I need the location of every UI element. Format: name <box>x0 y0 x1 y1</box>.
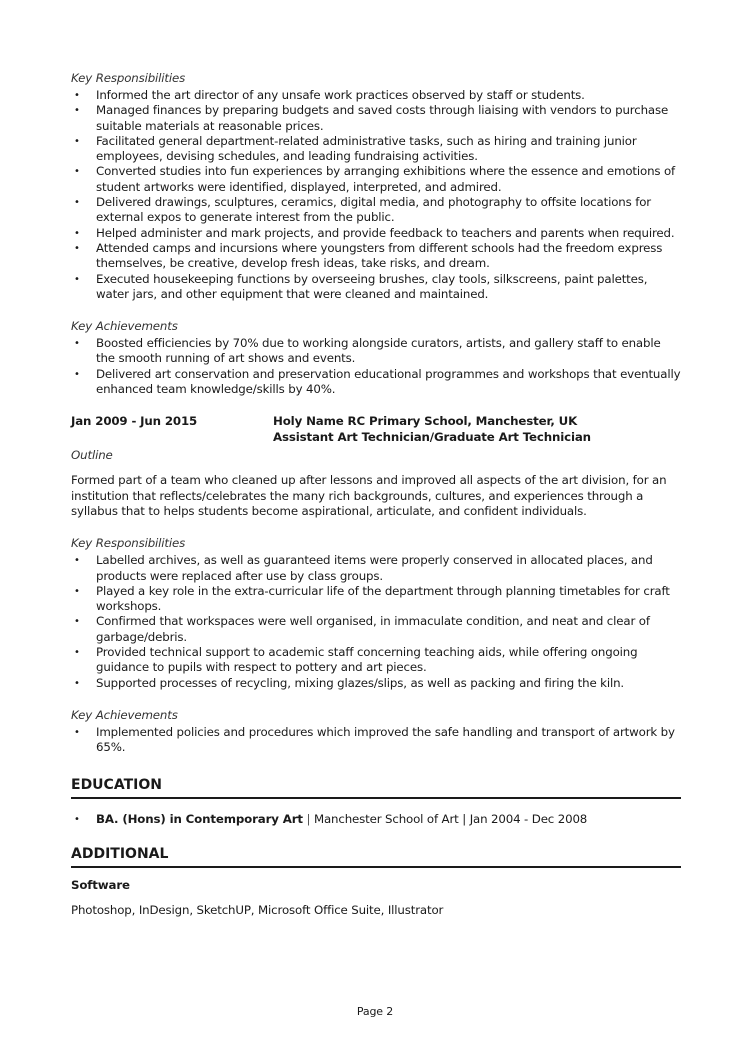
education-heading: EDUCATION <box>71 776 681 799</box>
list-item: • Executed housekeeping functions by overseeing brushes, clay tools, silkscreens, paint palettes, water jars, and other equipment that were cleaned and maintained. <box>71 272 681 303</box>
job2-dates: Jan 2009 - Jun 2015 <box>71 414 198 429</box>
list-item: • Boosted efficiencies by 70% due to working alongside curators, artists, and gallery staff to enable the smooth running of art shows and events. <box>71 336 681 367</box>
job2-outline: Formed part of a team who cleaned up after lessons and improved all aspects of the art division, for an institution that reflects/celebrates the many rich backgrounds, cultures, and experiences through a syllabus that to helps students become aspirational, articulate, and confident individuals. <box>71 473 667 518</box>
job1-responsibilities-label: Key Responsibilities <box>71 71 186 85</box>
software-list: Photoshop, InDesign, SketchUP, Microsoft Office Suite, Illustrator <box>71 902 444 917</box>
list-item: • Implemented policies and procedures which improved the safe handling and transport of artwork by 65%. <box>71 725 681 756</box>
list-item: • Played a key role in the extra-curricular life of the department through planning timetables for craft workshops. <box>71 584 681 615</box>
list-item: • Supported processes of recycling, mixing glazes/slips, as well as packing and firing the kiln. <box>71 676 681 691</box>
job2-employer: Holy Name RC Primary School, Manchester, UK <box>273 414 578 429</box>
job2-responsibilities-list <box>71 553 681 691</box>
list-item: • Provided technical support to academic staff concerning teaching aids, while offering ongoing guidance to pupils with respect to pottery and art pieces. <box>71 645 681 676</box>
job1-achievements-label: Key Achievements <box>71 319 178 334</box>
education-separator: | <box>306 811 311 826</box>
education-dates: Jan 2004 - Dec 2008 <box>469 811 588 826</box>
list-item: • Informed the art director of any unsafe work practices observed by staff or students. <box>71 88 681 103</box>
job2-employer-block <box>273 414 681 445</box>
education-degree: BA. (Hons) in Contemporary Art <box>96 811 303 826</box>
job2-achievements-list <box>71 725 681 756</box>
education-school: Manchester School of Art <box>313 811 459 826</box>
list-item: • Labelled archives, as well as guaranteed items were properly conserved in allocated places, and products were replaced after use by class groups. <box>71 553 681 584</box>
education-separator-2: | <box>462 811 467 826</box>
page-number: Page 2 <box>356 1005 394 1018</box>
job2-responsibilities-label: Key Responsibilities <box>71 536 186 551</box>
list-item: • Helped administer and mark projects, and provide feedback to teachers and parents when required. <box>71 226 681 241</box>
software-label: Software <box>71 877 130 892</box>
list-item: • Managed finances by preparing budgets and saved costs through liaising with vendors to purchase suitable materials at reasonable prices. <box>71 103 681 134</box>
education-item <box>71 812 681 827</box>
job1-achievements-list <box>71 336 681 397</box>
job2-outline-label: Outline <box>71 448 113 463</box>
list-item: • Converted studies into fun experiences by arranging exhibitions where the essence and emotions of student artworks were identified, displayed, interpreted, and admired. <box>71 164 681 195</box>
job2-header <box>71 414 681 445</box>
additional-heading: ADDITIONAL <box>71 845 681 868</box>
list-item: • Confirmed that workspaces were well organised, in immaculate condition, and neat and clear of garbage/debris. <box>71 614 681 645</box>
list-item: • Delivered drawings, sculptures, ceramics, digital media, and photography to offsite locations for external expos to generate interest from the public. <box>71 195 681 226</box>
education-list <box>71 812 681 827</box>
job2-title: Assistant Art Technician/Graduate Art Technician <box>273 429 591 444</box>
page-content <box>71 71 681 918</box>
list-item: • Facilitated general department-related administrative tasks, such as hiring and training junior employees, devising schedules, and leading fundraising activities. <box>71 134 681 165</box>
job2-achievements-label: Key Achievements <box>71 707 178 722</box>
list-item: • Delivered art conservation and preservation educational programmes and workshops that eventually enhanced team knowledge/skills by 40%. <box>71 367 681 398</box>
job1-responsibilities-list <box>71 88 681 302</box>
list-item: • Attended camps and incursions where youngsters from different schools had the freedom express themselves, be creative, develop fresh ideas, take risks, and dream. <box>71 241 681 272</box>
